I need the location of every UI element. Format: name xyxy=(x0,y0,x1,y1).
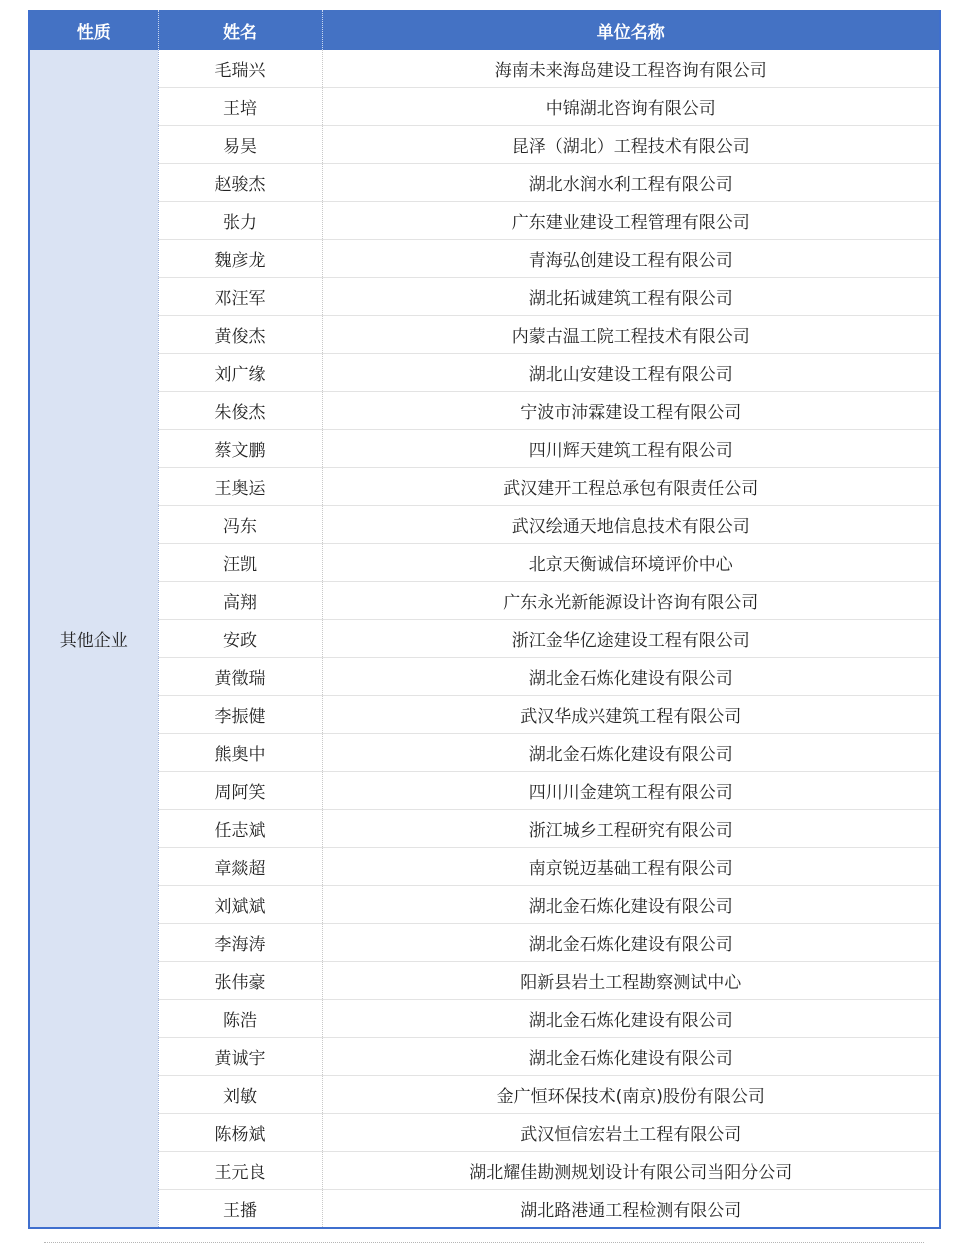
unit-name-cell: 湖北金石炼化建设有限公司 xyxy=(322,734,939,772)
table-row xyxy=(30,392,939,430)
unit-name-cell: 湖北金石炼化建设有限公司 xyxy=(322,658,939,696)
table-row xyxy=(30,126,939,164)
table-row xyxy=(30,50,939,88)
unit-name-cell: 武汉建开工程总承包有限责任公司 xyxy=(322,468,939,506)
unit-name-cell: 南京锐迈基础工程有限公司 xyxy=(322,848,939,886)
unit-name-cell: 武汉华成兴建筑工程有限公司 xyxy=(322,696,939,734)
personnel-table xyxy=(30,10,939,1227)
table-row xyxy=(30,430,939,468)
unit-name-cell: 湖北山安建设工程有限公司 xyxy=(322,354,939,392)
person-name-cell: 刘广缘 xyxy=(158,354,322,392)
person-name-cell: 朱俊杰 xyxy=(158,392,322,430)
table-row xyxy=(30,620,939,658)
person-name-cell: 黄徵瑞 xyxy=(158,658,322,696)
person-name-cell: 王播 xyxy=(158,1190,322,1228)
unit-name-cell: 四川辉天建筑工程有限公司 xyxy=(322,430,939,468)
unit-name-cell: 湖北水润水利工程有限公司 xyxy=(322,164,939,202)
table-row xyxy=(30,810,939,848)
table-row xyxy=(30,924,939,962)
unit-name-cell: 湖北路港通工程检测有限公司 xyxy=(520,1201,742,1221)
table-row xyxy=(30,278,939,316)
table-row xyxy=(30,468,939,506)
person-name-cell: 王元良 xyxy=(158,1152,322,1190)
person-name-cell: 高翔 xyxy=(158,582,322,620)
unit-name-cell: 湖北拓诚建筑工程有限公司 xyxy=(322,278,939,316)
header-row xyxy=(30,10,939,50)
personnel-table-container xyxy=(28,10,941,1229)
unit-name-cell: 浙江金华亿途建设工程有限公司 xyxy=(322,620,939,658)
person-name-cell: 毛瑞兴 xyxy=(158,50,322,88)
table-row xyxy=(30,1114,939,1152)
person-name-cell: 李海涛 xyxy=(158,924,322,962)
header-unit: 单位名称 xyxy=(322,10,939,50)
person-name-cell: 蔡文鹏 xyxy=(158,430,322,468)
person-name-cell: 黄诚宇 xyxy=(158,1038,322,1076)
table-row xyxy=(30,848,939,886)
unit-name-cell: 湖北金石炼化建设有限公司 xyxy=(322,1038,939,1076)
table-row xyxy=(30,734,939,772)
table-row xyxy=(30,164,939,202)
person-name-cell: 黄俊杰 xyxy=(158,316,322,354)
person-name-cell: 任志斌 xyxy=(158,810,322,848)
table-row xyxy=(30,354,939,392)
unit-name-cell: 武汉绘通天地信息技术有限公司 xyxy=(322,506,939,544)
table-row xyxy=(30,544,939,582)
bottom-divider xyxy=(44,1242,924,1243)
person-name-cell: 冯东 xyxy=(158,506,322,544)
person-name-cell: 陈杨斌 xyxy=(158,1114,322,1152)
table-row xyxy=(30,696,939,734)
table-row xyxy=(30,1038,939,1076)
person-name-cell: 张伟豪 xyxy=(158,962,322,1000)
person-name-cell: 章燚超 xyxy=(158,848,322,886)
unit-name-cell: 广东建业建设工程管理有限公司 xyxy=(322,202,939,240)
unit-name-cell: 四川川金建筑工程有限公司 xyxy=(322,772,939,810)
table-row xyxy=(30,202,939,240)
unit-name-cell: 海南未来海岛建设工程咨询有限公司 xyxy=(322,50,939,88)
unit-name-cell: 金广恒环保技术(南京)股份有限公司 xyxy=(322,1076,939,1114)
table-row xyxy=(30,1190,939,1228)
unit-name-cell: 广东永光新能源设计咨询有限公司 xyxy=(322,582,939,620)
person-name-cell: 周阿笑 xyxy=(158,772,322,810)
person-name-cell: 邓汪军 xyxy=(158,278,322,316)
unit-name-cell: 内蒙古温工院工程技术有限公司 xyxy=(322,316,939,354)
person-name-cell: 魏彦龙 xyxy=(158,240,322,278)
person-name-cell: 安政 xyxy=(158,620,322,658)
table-row xyxy=(30,658,939,696)
person-name-cell: 汪凯 xyxy=(158,544,322,582)
table-row xyxy=(30,886,939,924)
table-header xyxy=(30,10,939,50)
person-name-cell: 熊奥中 xyxy=(158,734,322,772)
person-name-cell: 王培 xyxy=(158,88,322,126)
table-row xyxy=(30,240,939,278)
person-name-cell: 刘斌斌 xyxy=(158,886,322,924)
header-category: 性质 xyxy=(30,10,158,50)
unit-name-cell: 北京天衡诚信环境评价中心 xyxy=(322,544,939,582)
table-row xyxy=(30,962,939,1000)
header-name: 姓名 xyxy=(158,10,322,50)
unit-name-cell: 湖北金石炼化建设有限公司 xyxy=(322,1000,939,1038)
unit-name-cell: 昆泽（湖北）工程技术有限公司 xyxy=(322,126,939,164)
unit-name-cell: 中锦湖北咨询有限公司 xyxy=(322,88,939,126)
table-row xyxy=(30,316,939,354)
table-row xyxy=(30,506,939,544)
person-name-cell: 李振健 xyxy=(158,696,322,734)
table-row xyxy=(30,582,939,620)
unit-name-cell: 宁波市沛霖建设工程有限公司 xyxy=(322,392,939,430)
unit-name-cell: 阳新县岩土工程勘察测试中心 xyxy=(322,962,939,1000)
person-name-cell: 王奥运 xyxy=(158,468,322,506)
table-row xyxy=(30,772,939,810)
table-row xyxy=(30,1076,939,1114)
table-row xyxy=(30,1152,939,1190)
unit-name-cell: 青海弘创建设工程有限公司 xyxy=(322,240,939,278)
table-body xyxy=(30,50,939,1227)
person-name-cell: 易昊 xyxy=(158,126,322,164)
person-name-cell: 陈浩 xyxy=(158,1000,322,1038)
table-row xyxy=(30,88,939,126)
unit-name-cell: 浙江城乡工程研究有限公司 xyxy=(322,810,939,848)
unit-name-cell: 武汉恒信宏岩土工程有限公司 xyxy=(322,1114,939,1152)
person-name-cell: 张力 xyxy=(158,202,322,240)
person-name-cell: 赵骏杰 xyxy=(158,164,322,202)
person-name-cell: 刘敏 xyxy=(158,1076,322,1114)
unit-name-cell: 湖北金石炼化建设有限公司 xyxy=(322,924,939,962)
unit-name-cell: 湖北耀佳勘测规划设计有限公司当阳分公司 xyxy=(322,1152,939,1190)
category-cell: 其他企业 xyxy=(30,50,158,1227)
table-row xyxy=(30,1000,939,1038)
unit-name-cell: 湖北金石炼化建设有限公司 xyxy=(322,886,939,924)
